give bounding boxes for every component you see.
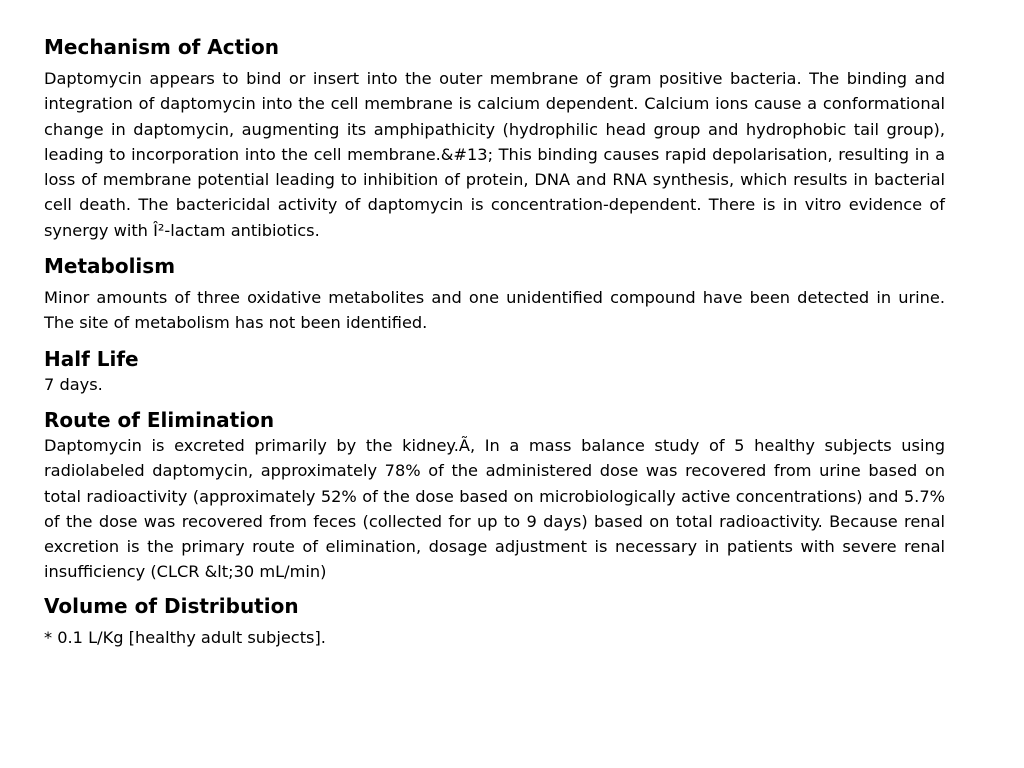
mechanism-of-action-section [44,34,945,243]
half-life-heading: Half Life [44,346,139,371]
metabolism-section [44,253,945,336]
half-life-section [44,346,945,397]
volume-of-distribution-section [44,593,945,650]
metabolism-heading: Metabolism [44,254,176,279]
volume-of-distribution-heading: Volume of Distribution [44,593,299,618]
slide-content [44,34,945,650]
route-of-elimination-text: Daptomycin is excreted primarily by the kidney.Ã‚ In a mass balance study of 5 healthy subjects using radiolabeled daptomycin, approximately 78% of the administered dose was recovered from urine based on total radioactivity (approximately 52% of the dose based on microbiologically active concentrations) and 5.7% of the dose was recovered from feces (collected for up to 9 days) based on total radioactivity. Because renal excretion is the primary route of elimination, dosage adjustment is necessary in patients with severe renal insufficiency (CLCR &lt;30 mL/min) [44,435,945,582]
half-life-text: 7 days. [44,374,103,394]
volume-of-distribution-text: * 0.1 L/Kg [healthy adult subjects]. [44,627,326,647]
mechanism-of-action-heading: Mechanism of Action [44,35,279,59]
metabolism-text: Minor amounts of three oxidative metabolites and one unidentified compound have been detected in urine. The site of metabolism has not been identified. [44,288,945,333]
route-of-elimination-section [44,407,945,585]
mechanism-of-action-text: Daptomycin appears to bind or insert into the outer membrane of gram positive bacteria. The binding and integration of daptomycin into the cell membrane is calcium dependent. Calcium ions cause a conformational change in daptomycin, augmenting its amphipathicity (hydrophilic head group and hydrophobic tail group), leading to incorporation into the cell membrane.&#13; This binding causes rapid depolarisation, resulting in a loss of membrane potential leading to inhibition of protein, DNA and RNA synthesis, which results in bacterial cell death. The bactericidal activity of daptomycin is concentration-dependent. There is in vitro evidence of synergy with Î²-lactam antibiotics. [44,69,945,240]
route-of-elimination-heading: Route of Elimination [44,407,275,432]
